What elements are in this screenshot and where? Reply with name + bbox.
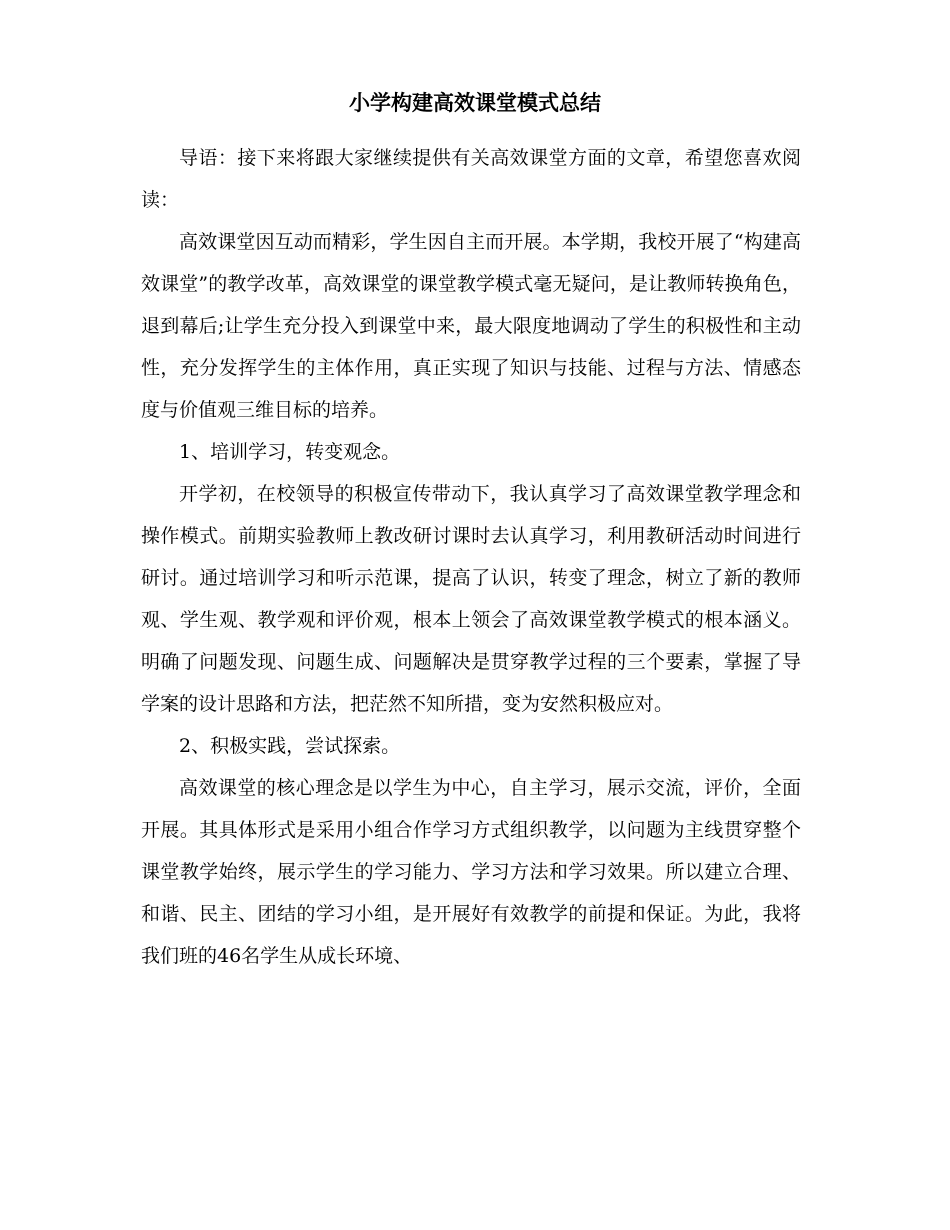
section-heading-2: 2、积极实践，尝试探索。: [179, 735, 401, 757]
paragraph-intro: 导语：接下来将跟大家继续提供有关高效课堂方面的文章，希望您喜欢阅读：: [141, 147, 801, 211]
paragraph-overview: 高效课堂因互动而精彩，学生因自主而开展。本学期，我校开展了“构建高效课堂”的教学改革，高效课堂的课堂教学模式毫无疑问，是让教师转换角色，退到幕后;让学生充分投入到课堂中来，最大限度地调动了学生的积极性和主动性，充分发挥学生的主体作用，真正实现了知识与技能、过程与方法、情感态度与价值观三维目标的培养。: [141, 231, 801, 421]
paragraph-training: 开学初，在校领导的积极宣传带动下，我认真学习了高效课堂教学理念和操作模式。前期实验教师上教改研讨课时去认真学习，利用教研活动时间进行研讨。通过培训学习和听示范课，提高了认识，转变了理念，树立了新的教师观、学生观、教学观和评价观，根本上领会了高效课堂教学模式的根本涵义。明确了问题发现、问题生成、问题解决是贯穿教学过程的三个要素，掌握了导学案的设计思路和方法，把茫然不知所措，变为安然积极应对。: [141, 483, 801, 715]
section-heading-1: 1、培训学习，转变观念。: [179, 441, 401, 463]
paragraph-practice: 高效课堂的核心理念是以学生为中心，自主学习，展示交流，评价，全面开展。其具体形式是采用小组合作学习方式组织教学，以问题为主线贯穿整个课堂教学始终，展示学生的学习能力、学习方法和学习效果。所以建立合理、和谐、民主、团结的学习小组，是开展好有效教学的前提和保证。为此，我将我们班的46名学生从成长环境、: [141, 777, 801, 967]
document-title: 小学构建高效课堂模式总结: [349, 91, 601, 115]
document-body: [141, 137, 801, 977]
